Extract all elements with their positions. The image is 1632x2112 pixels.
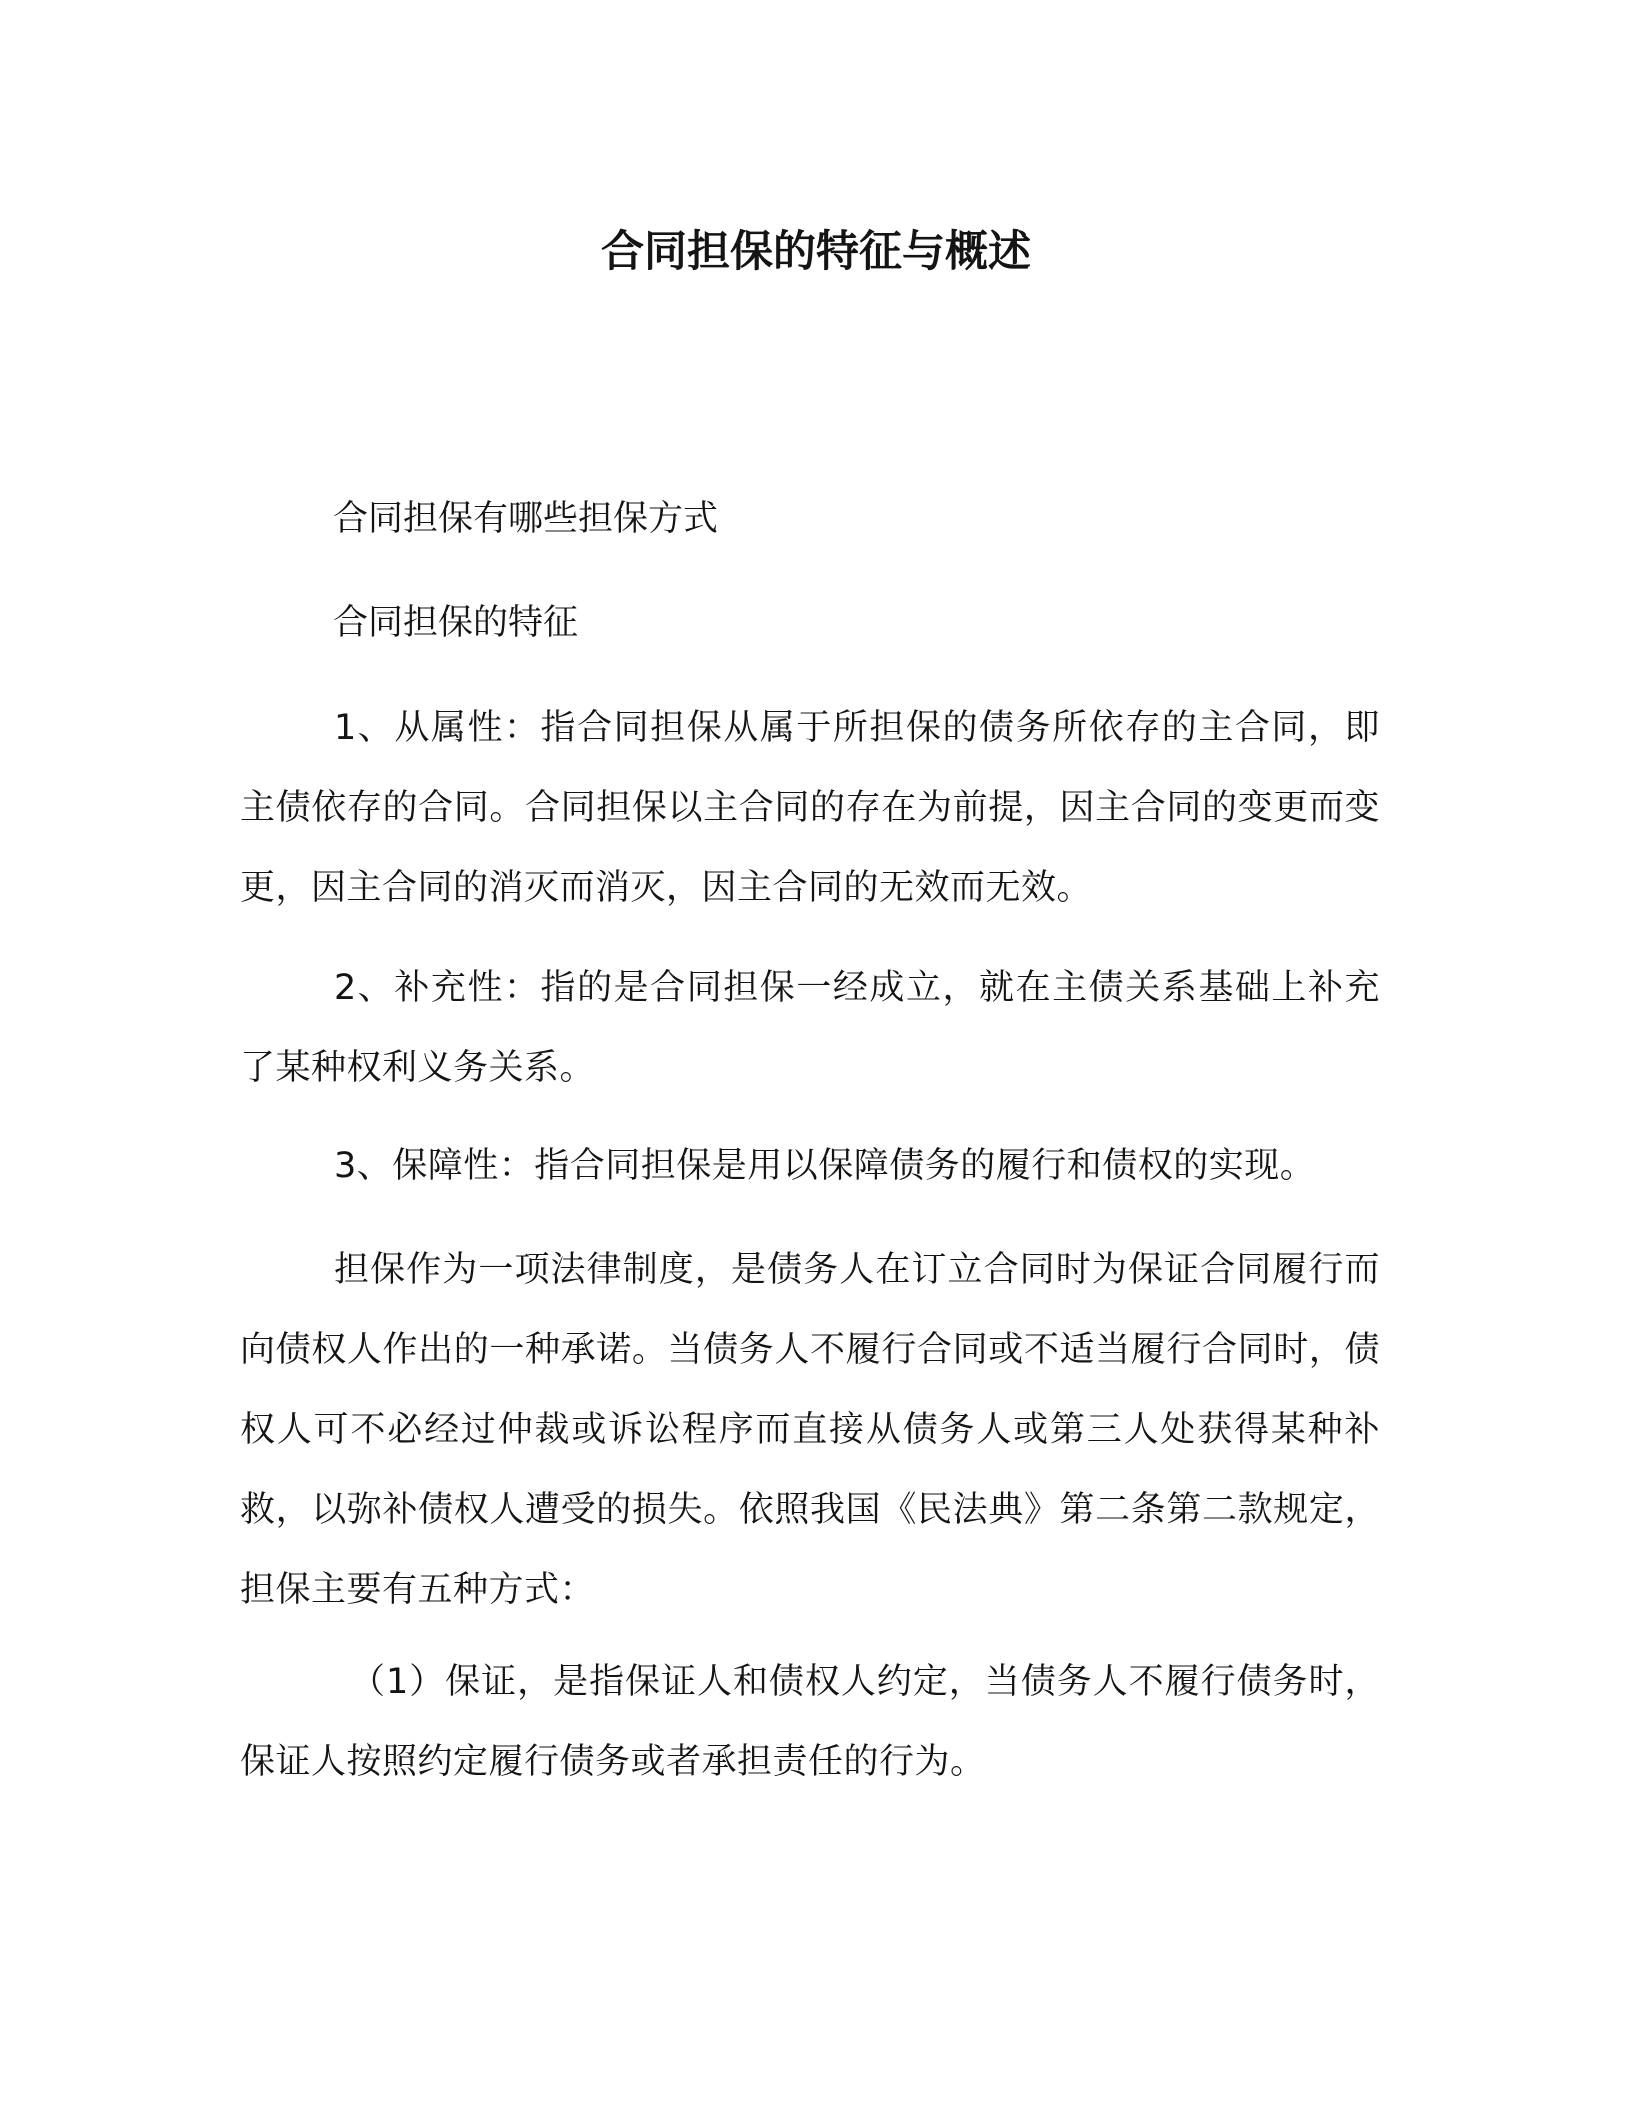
paragraph-guarantee-system: 担保作为一项法律制度，是债务人在订立合同时为保证合同履行而向债权人作出的一种承诺。当债务人不履行合同或不适当履行合同时，债权人可不必经过仲裁或诉讼程序而直接从债务人或第三人处获得某种补救，以弥补债权人遭受的损失。依照我国《民法典》第二条第二款规定，担保主要有五种方式： [240,1250,1380,1610]
paragraph-surety: （1）保证，是指保证人和债权人约定，当债务人不履行债务时，保证人按照约定履行债务或者承担责任的行为。 [240,1662,1380,1782]
section-heading-guarantee-features: 合同担保的特征 [333,603,579,643]
paragraph-supplementary: 2、补充性：指的是合同担保一经成立，就在主债关系基础上补充了某种权利义务关系。 [240,968,1380,1088]
paragraph-accessory: 1、从属性：指合同担保从属于所担保的债务所依存的主合同，即主债依存的合同。合同担保以主合同的存在为前提，因主合同的变更而变更，因主合同的消灭而消灭，因主合同的无效而无效。 [240,708,1380,908]
document-title: 合同担保的特征与概述 [601,227,1031,277]
paragraph-protective: 3、保障性：指合同担保是用以保障债务的履行和债权的实现。 [334,1146,1316,1186]
section-heading-guarantee-methods: 合同担保有哪些担保方式 [333,499,719,539]
